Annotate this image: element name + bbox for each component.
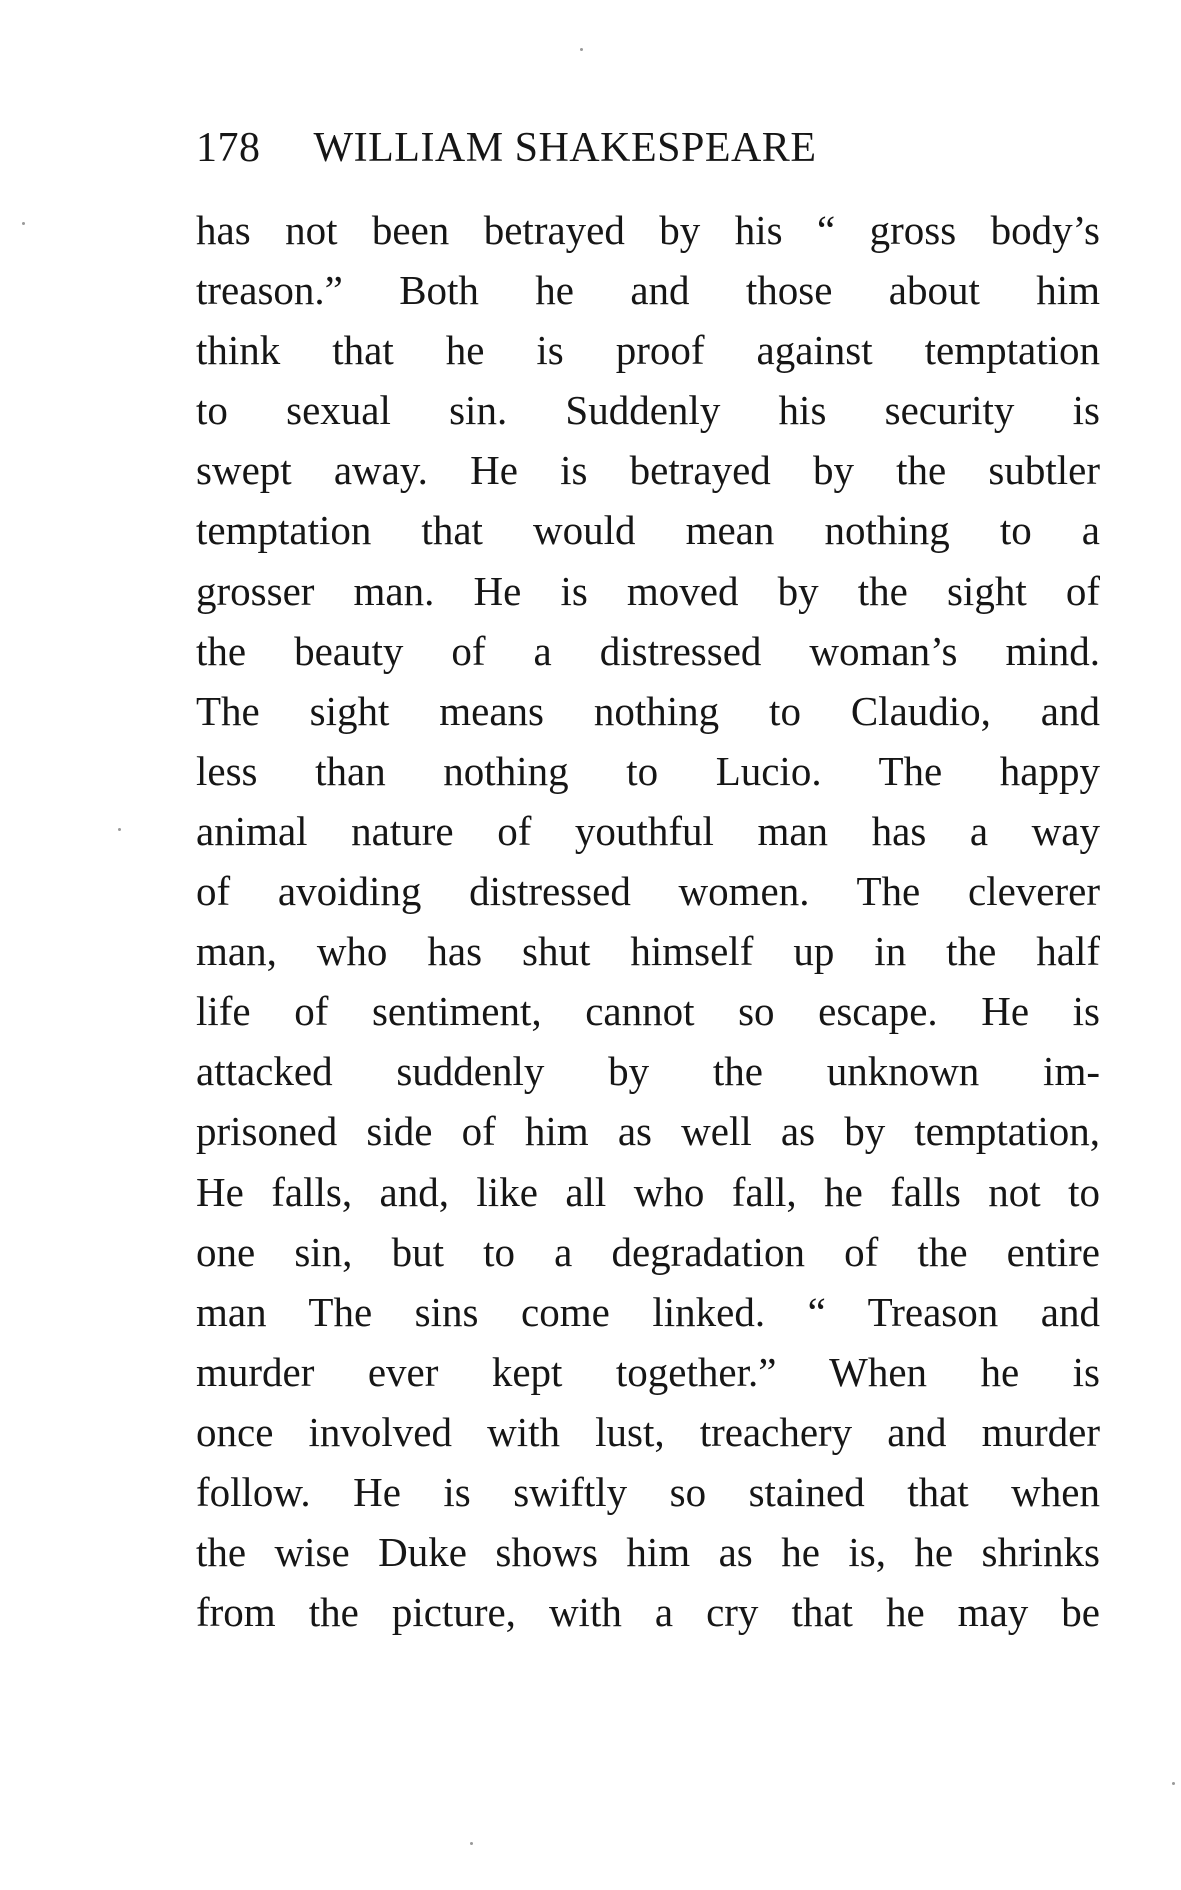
text-line: attacked suddenly by the unknown im- — [196, 1048, 1100, 1095]
page-number: 178 — [196, 125, 261, 171]
text-line: grosser man. He is moved by the sight of — [196, 567, 1100, 614]
text-line: He falls, and, like all who fall, he falls not to — [196, 1168, 1100, 1215]
running-title: WILLIAM SHAKESPEARE — [313, 125, 817, 171]
text-line: from the picture, with a cry that he may be — [196, 1589, 1100, 1636]
text-line: has not been betrayed by his “ gross body’s — [196, 207, 1100, 253]
paper-speck — [470, 1842, 473, 1845]
text-line: animal nature of youthful man has a way — [196, 807, 1100, 854]
text-line: less than nothing to Lucio. The happy — [196, 747, 1100, 794]
body-text — [196, 200, 1100, 1642]
text-line: think that he is proof against temptation — [196, 327, 1100, 374]
text-line: one sin, but to a degradation of the entire — [196, 1228, 1100, 1275]
text-line: to sexual sin. Suddenly his security is — [196, 387, 1100, 434]
text-line: swept away. He is betrayed by the subtler — [196, 447, 1100, 494]
running-head — [196, 118, 1096, 178]
paper-speck — [580, 48, 583, 51]
text-line: prisoned side of him as well as by temptation, — [196, 1108, 1100, 1155]
paper-speck — [22, 222, 25, 225]
text-line: life of sentiment, cannot so escape. He is — [196, 988, 1100, 1035]
text-line: man The sins come linked. “ Treason and — [196, 1288, 1100, 1335]
text-line: the beauty of a distressed woman’s mind. — [196, 627, 1100, 674]
paper-speck — [118, 828, 121, 831]
text-line: once involved with lust, treachery and murder — [196, 1408, 1100, 1455]
paper-speck — [1172, 1782, 1175, 1785]
text-line: of avoiding distressed women. The cleverer — [196, 868, 1100, 915]
text-line: The sight means nothing to Claudio, and — [196, 687, 1100, 734]
text-line: follow. He is swiftly so stained that when — [196, 1468, 1100, 1515]
text-line: temptation that would mean nothing to a — [196, 507, 1100, 554]
text-line: the wise Duke shows him as he is, he shrinks — [196, 1529, 1100, 1576]
text-line: murder ever kept together.” When he is — [196, 1348, 1100, 1395]
text-line: treason.” Both he and those about him — [196, 267, 1100, 314]
text-line: man, who has shut himself up in the half — [196, 928, 1100, 975]
